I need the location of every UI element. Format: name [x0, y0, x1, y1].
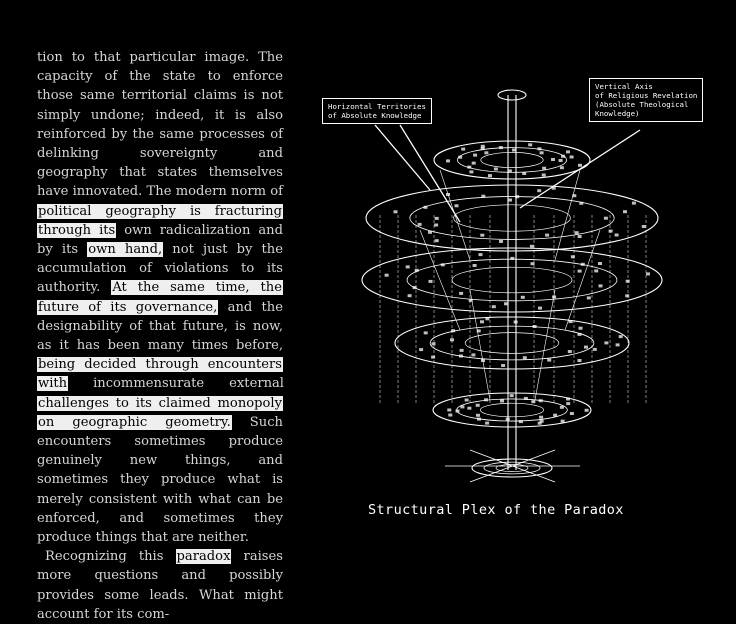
node-marker	[484, 398, 488, 401]
node-marker	[424, 331, 428, 334]
node-marker	[539, 399, 543, 402]
connector-line	[535, 290, 555, 400]
node-marker	[481, 145, 485, 148]
node-marker	[522, 172, 526, 175]
node-marker	[578, 359, 582, 362]
node-marker	[551, 158, 555, 161]
node-marker	[566, 150, 570, 153]
diagram-caption: Structural Plex of the Paradox	[368, 502, 624, 518]
highlighted-phrase: paradox	[176, 549, 231, 565]
node-marker	[512, 149, 516, 152]
node-marker	[572, 194, 576, 197]
node-marker	[537, 189, 541, 192]
node-marker	[632, 202, 636, 205]
inner-ring	[407, 259, 617, 301]
node-marker	[540, 151, 544, 154]
node-marker	[538, 307, 542, 310]
callout-line	[400, 125, 460, 222]
node-marker	[642, 225, 646, 228]
node-marker	[587, 296, 591, 299]
node-marker	[646, 272, 650, 275]
inner-ring	[484, 462, 540, 474]
node-marker	[473, 264, 477, 267]
node-marker	[514, 321, 518, 324]
node-marker	[481, 195, 485, 198]
text-run: tion to that particular image. The capacity of the state to enforce those same territorial claims is not simply undone; indeed, it is also reinforced by the same processes of delinking sovereignty and geography that states themselves have innovated. The modern norm of	[37, 50, 283, 200]
text-run: raises more questions and possibly provides some leads. What might account for its com-	[37, 549, 283, 622]
node-marker	[561, 420, 565, 423]
node-marker	[467, 407, 471, 410]
node-marker	[434, 224, 438, 227]
node-marker	[499, 146, 503, 149]
node-marker	[599, 284, 603, 287]
node-marker	[432, 342, 436, 345]
node-marker	[494, 168, 498, 171]
node-marker	[521, 296, 525, 299]
paragraph-2	[37, 547, 283, 624]
node-marker	[533, 325, 537, 328]
node-marker	[459, 355, 463, 358]
node-marker	[510, 257, 514, 260]
node-marker	[477, 329, 481, 332]
node-marker	[435, 239, 439, 242]
inner-ring	[480, 403, 543, 417]
text-run: and the designability of that future, is now, as it has been many times before,	[37, 299, 283, 354]
territory-ring	[498, 90, 526, 100]
node-marker	[501, 364, 505, 367]
node-marker	[406, 265, 410, 268]
node-marker	[429, 280, 433, 283]
node-marker	[461, 148, 465, 151]
node-marker	[506, 418, 510, 421]
node-marker	[552, 296, 556, 299]
node-marker	[579, 327, 583, 330]
node-marker	[408, 294, 412, 297]
callout-line	[375, 125, 430, 190]
node-marker	[619, 335, 623, 338]
node-marker	[604, 217, 608, 220]
node-marker	[473, 154, 477, 157]
node-marker	[585, 409, 589, 412]
connector-line	[565, 230, 600, 330]
node-marker	[542, 174, 546, 177]
node-marker	[570, 412, 574, 415]
node-marker	[508, 169, 512, 172]
node-marker	[441, 263, 445, 266]
node-marker	[488, 174, 492, 177]
highlighted-phrase: challenges to its claimed monopoly on geographic geometry.	[38, 395, 282, 430]
node-marker	[510, 394, 514, 397]
node-marker	[584, 346, 588, 349]
node-marker	[480, 234, 484, 237]
node-marker	[480, 320, 484, 323]
node-marker	[542, 167, 546, 170]
node-marker	[418, 223, 422, 226]
node-marker	[424, 206, 428, 209]
connector-line	[470, 290, 490, 400]
text-run: Such encounters sometimes produce genuinely new things, and sometimes they produce what is merely consistent with what can be enforced, and sometimes they produce things that are neither.	[37, 414, 283, 546]
paragraph-1	[37, 48, 283, 547]
node-marker	[559, 159, 563, 162]
node-marker	[469, 170, 473, 173]
node-marker	[472, 162, 476, 165]
node-marker	[459, 292, 463, 295]
node-marker	[547, 359, 551, 362]
node-marker	[476, 404, 480, 407]
node-marker	[537, 147, 541, 150]
node-marker	[450, 338, 454, 341]
inner-ring	[465, 333, 559, 354]
body-text-column	[37, 48, 283, 624]
node-marker	[531, 400, 535, 403]
node-marker	[570, 156, 574, 159]
node-marker	[447, 409, 451, 412]
structural-plex-diagram	[300, 70, 710, 490]
node-marker	[419, 348, 423, 351]
node-marker	[523, 356, 527, 359]
node-marker	[598, 262, 602, 265]
node-marker	[481, 359, 485, 362]
node-marker	[519, 420, 523, 423]
inner-ring	[410, 197, 614, 240]
node-marker	[538, 422, 542, 425]
node-marker	[578, 270, 582, 273]
node-marker	[545, 234, 549, 237]
node-marker	[552, 187, 556, 190]
highlighted-phrase: being decided through encounters with	[38, 357, 282, 392]
highlighted-phrase: own hand,	[88, 242, 163, 258]
text-run: own radicalization and by its	[37, 222, 283, 258]
node-marker	[485, 422, 489, 425]
node-marker	[553, 414, 557, 417]
text-run: incommensurate external	[68, 376, 284, 392]
node-marker	[594, 269, 598, 272]
node-marker	[581, 263, 585, 266]
vertical-axis-label: Vertical Axis of Religious Revelation (Absolute Theological Knowledge)	[589, 78, 703, 122]
node-marker	[575, 231, 579, 234]
node-marker	[446, 159, 450, 162]
node-marker	[451, 329, 455, 332]
node-marker	[561, 155, 565, 158]
node-marker	[446, 193, 450, 196]
node-marker	[593, 348, 597, 351]
node-marker	[568, 350, 572, 353]
node-marker	[524, 397, 528, 400]
highlighted-phrase: At the same time, the future of its governance,	[38, 280, 282, 315]
node-marker	[626, 280, 630, 283]
highlighted-phrase: political geography is fracturing through its	[38, 203, 282, 238]
node-marker	[484, 151, 488, 154]
node-marker	[455, 204, 459, 207]
node-marker	[469, 299, 473, 302]
node-marker	[530, 245, 534, 248]
node-marker	[415, 269, 419, 272]
node-marker	[460, 405, 464, 408]
node-marker	[500, 400, 504, 403]
node-marker	[413, 286, 417, 289]
node-marker	[578, 164, 582, 167]
horizontal-territories-label: Horizontal Territories of Absolute Knowledge	[322, 98, 432, 124]
inner-ring	[481, 152, 543, 167]
node-marker	[476, 414, 480, 417]
node-marker	[539, 416, 543, 419]
node-marker	[394, 210, 398, 213]
node-marker	[504, 302, 508, 305]
node-marker	[578, 333, 582, 336]
node-marker	[579, 202, 583, 205]
node-marker	[385, 274, 389, 277]
node-marker	[560, 406, 564, 409]
node-marker	[531, 262, 535, 265]
node-marker	[477, 418, 481, 421]
text-run: not just by the accumulation of violations to its authority.	[37, 242, 283, 296]
node-marker	[623, 210, 627, 213]
inner-ring	[454, 205, 571, 231]
node-marker	[604, 341, 608, 344]
node-marker	[456, 410, 460, 413]
node-marker	[566, 402, 570, 405]
node-marker	[499, 240, 503, 243]
inner-ring	[457, 399, 568, 421]
node-marker	[479, 253, 483, 256]
node-marker	[465, 399, 469, 402]
node-marker	[467, 166, 471, 169]
text-run: Recognizing this	[45, 549, 176, 565]
node-marker	[492, 305, 496, 308]
node-marker	[428, 231, 432, 234]
node-marker	[508, 199, 512, 202]
node-marker	[578, 235, 582, 238]
node-marker	[566, 398, 570, 401]
connector-line	[420, 230, 460, 330]
node-marker	[431, 356, 435, 359]
node-marker	[609, 230, 613, 233]
node-marker	[485, 317, 489, 320]
node-marker	[571, 255, 575, 258]
node-marker	[616, 343, 620, 346]
node-marker	[528, 143, 532, 146]
node-marker	[471, 353, 475, 356]
node-marker	[460, 349, 464, 352]
node-marker	[435, 217, 439, 220]
node-marker	[448, 414, 452, 417]
node-marker	[560, 166, 564, 169]
node-marker	[615, 234, 619, 237]
node-marker	[515, 195, 519, 198]
node-marker	[569, 320, 573, 323]
node-marker	[458, 156, 462, 159]
node-marker	[625, 294, 629, 297]
